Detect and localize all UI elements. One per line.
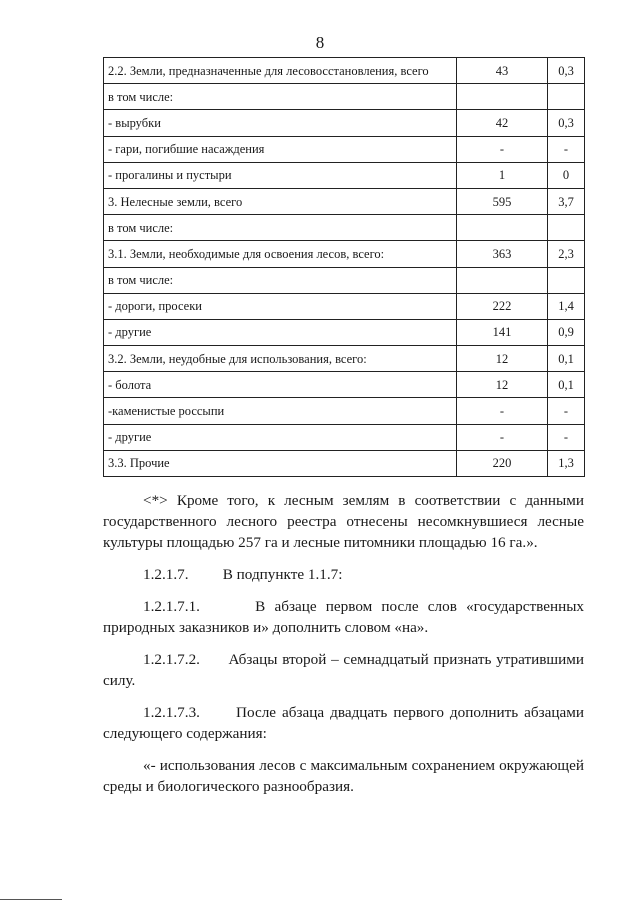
- area-cell: 141: [457, 319, 548, 345]
- area-cell: 363: [457, 241, 548, 267]
- area-cell: [457, 267, 548, 293]
- item-number: 1.2.1.7.3.: [143, 704, 200, 721]
- category-cell: 2.2. Земли, предназначенные для лесовосстановления, всего: [104, 58, 457, 84]
- table-row: [104, 346, 585, 372]
- item-text: Абзацы второй – семнадцатый признать утратившими силу.: [103, 651, 584, 689]
- area-cell: -: [457, 398, 548, 424]
- area-cell: 220: [457, 450, 548, 476]
- bottom-rule: [0, 899, 62, 900]
- table-row: [104, 450, 585, 476]
- category-cell: - другие: [104, 424, 457, 450]
- item-text: После абзаца двадцать первого дополнить абзацами следующего содержания:: [103, 704, 585, 742]
- category-cell: - болота: [104, 372, 457, 398]
- paragraph-1-2-1-7-1: [103, 596, 584, 638]
- table-row: [104, 110, 585, 136]
- percent-cell: -: [548, 424, 585, 450]
- area-cell: -: [457, 136, 548, 162]
- item-number: 1.2.1.7.1.: [143, 598, 200, 615]
- category-cell: - прогалины и пустыри: [104, 162, 457, 188]
- category-cell: в том числе:: [104, 84, 457, 110]
- percent-cell: 0,1: [548, 346, 585, 372]
- table-row: [104, 319, 585, 345]
- area-cell: [457, 215, 548, 241]
- paragraph-1-2-1-7: [103, 564, 584, 585]
- table-row: [104, 162, 585, 188]
- body-text: [103, 490, 584, 797]
- category-cell: - вырубки: [104, 110, 457, 136]
- table-row: [104, 424, 585, 450]
- table-row: [104, 372, 585, 398]
- percent-cell: [548, 84, 585, 110]
- table-row: [104, 398, 585, 424]
- percent-cell: 1,4: [548, 293, 585, 319]
- percent-cell: 0,9: [548, 319, 585, 345]
- item-text: В подпункте 1.1.7:: [222, 566, 343, 583]
- percent-cell: 3,7: [548, 188, 585, 214]
- item-text: В абзаце первом после слов «государственных природных заказников и» дополнить словом «на».: [103, 598, 584, 636]
- footnote-paragraph: <*> Кроме того, к лесным землям в соответствии с данными государственного лесного реестра отнесены несомкнувшиеся лесные культуры площадью 257 га и лесные питомники площадью 16 га.».: [103, 492, 584, 551]
- percent-cell: 0,1: [548, 372, 585, 398]
- category-cell: - дороги, просеки: [104, 293, 457, 319]
- category-cell: 3.2. Земли, неудобные для использования, всего:: [104, 346, 457, 372]
- area-cell: 595: [457, 188, 548, 214]
- percent-cell: [548, 215, 585, 241]
- percent-cell: 0,3: [548, 58, 585, 84]
- land-category-table: [103, 57, 585, 477]
- page-number: 8: [315, 33, 325, 52]
- table-row: [104, 188, 585, 214]
- paragraph-1-2-1-7-2: [103, 649, 584, 691]
- percent-cell: 0: [548, 162, 585, 188]
- area-cell: 222: [457, 293, 548, 319]
- table-row: [104, 84, 585, 110]
- table-body: [104, 58, 585, 477]
- table-row: [104, 58, 585, 84]
- area-cell: [457, 84, 548, 110]
- table-row: [104, 136, 585, 162]
- paragraph-1-2-1-7-3: [103, 702, 584, 744]
- category-cell: 3. Нелесные земли, всего: [104, 188, 457, 214]
- table-row: [104, 267, 585, 293]
- area-cell: -: [457, 424, 548, 450]
- category-cell: в том числе:: [104, 215, 457, 241]
- percent-cell: 2,3: [548, 241, 585, 267]
- category-cell: -каменистые россыпи: [104, 398, 457, 424]
- category-cell: в том числе:: [104, 267, 457, 293]
- item-number: 1.2.1.7.2.: [143, 651, 200, 668]
- category-cell: - гари, погибшие насаждения: [104, 136, 457, 162]
- table-row: [104, 241, 585, 267]
- category-cell: 3.3. Прочие: [104, 450, 457, 476]
- percent-cell: -: [548, 398, 585, 424]
- category-cell: - другие: [104, 319, 457, 345]
- percent-cell: 0,3: [548, 110, 585, 136]
- quote-paragraph: «- использования лесов с максимальным сохранением окружающей среды и биологического разнообразия.: [103, 757, 584, 795]
- table-row: [104, 215, 585, 241]
- area-cell: 43: [457, 58, 548, 84]
- percent-cell: [548, 267, 585, 293]
- area-cell: 42: [457, 110, 548, 136]
- area-cell: 12: [457, 346, 548, 372]
- area-cell: 1: [457, 162, 548, 188]
- table-row: [104, 293, 585, 319]
- area-cell: 12: [457, 372, 548, 398]
- percent-cell: -: [548, 136, 585, 162]
- percent-cell: 1,3: [548, 450, 585, 476]
- category-cell: 3.1. Земли, необходимые для освоения лесов, всего:: [104, 241, 457, 267]
- item-number: 1.2.1.7.: [143, 566, 189, 583]
